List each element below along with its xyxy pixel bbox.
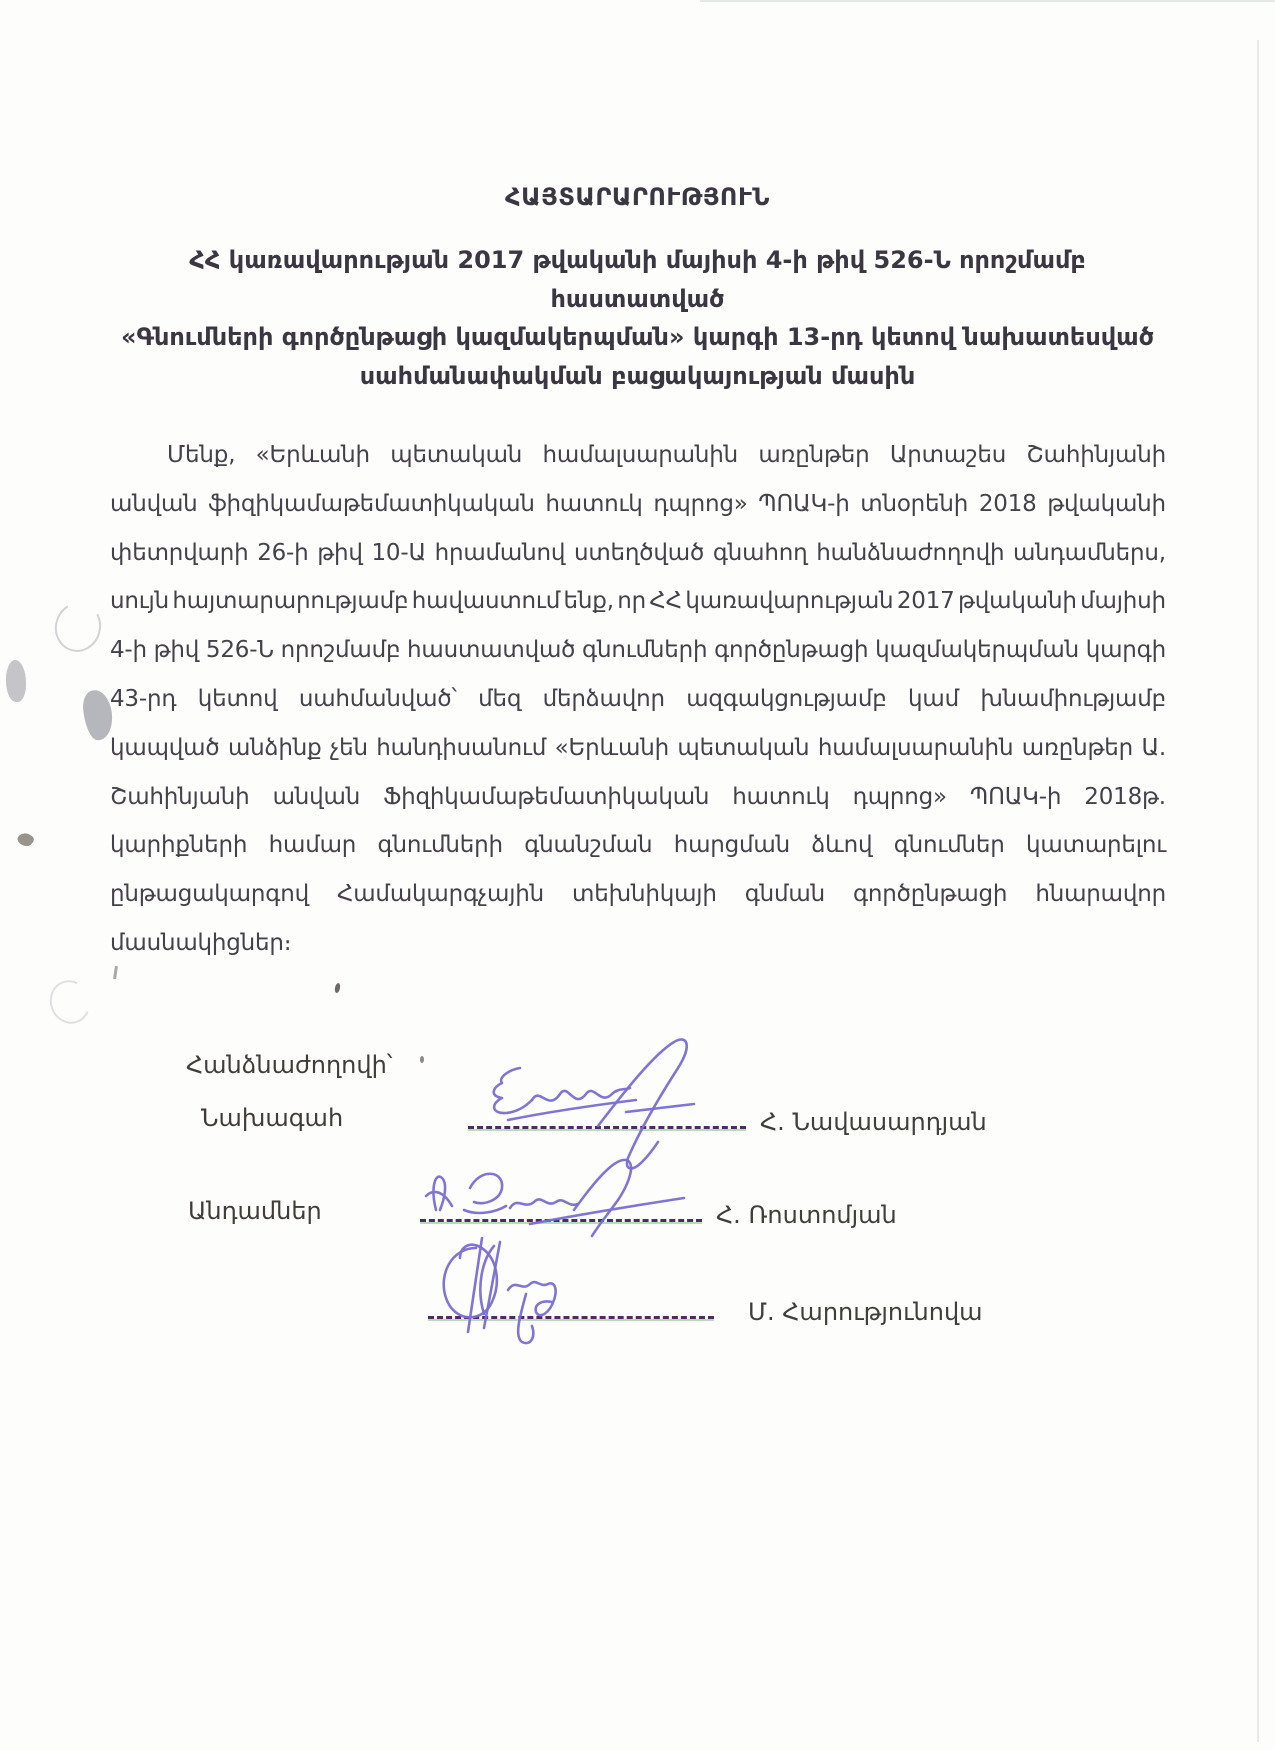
word: Շահինյանի <box>110 783 250 810</box>
word: Ա. <box>1141 734 1166 761</box>
scan-artifact-smudge <box>6 660 26 702</box>
word: կատարելու <box>1026 832 1166 859</box>
word: ձևով <box>811 832 873 859</box>
word: գնահող <box>712 539 808 566</box>
word: հայտարարությամբ <box>172 588 409 615</box>
paragraph-line <box>110 724 1166 773</box>
paragraph-line <box>110 431 1166 480</box>
word: հաստատված <box>407 637 576 664</box>
word: փետրվարի <box>110 539 249 566</box>
word: գնման <box>744 881 825 908</box>
word: գնումների <box>582 637 708 664</box>
word: կարիքների <box>110 832 248 859</box>
signature-section-heading: Հանձնաժողովի՝ <box>186 1051 393 1079</box>
word: համար <box>268 832 357 859</box>
word: կարգի <box>1085 637 1166 664</box>
scan-artifact-ring <box>49 597 106 657</box>
word: 2018թ. <box>1084 783 1166 810</box>
word: գնանշման <box>524 832 653 859</box>
scan-edge-shadow <box>700 0 1275 2</box>
paragraph-line <box>110 577 1166 626</box>
word: համալսարանին <box>542 442 739 468</box>
word: առընթեր <box>1021 734 1133 761</box>
word: հատուկ <box>732 783 830 810</box>
word: գործընթացի <box>853 881 1008 908</box>
word: ազգակցությամբ <box>686 685 887 712</box>
word: հանդիսանում <box>376 734 547 761</box>
word: հրամանով <box>434 539 566 566</box>
handwritten-signature-3 <box>424 1232 579 1352</box>
word: մեզ <box>478 685 522 712</box>
word: որոշմամբ <box>280 637 401 664</box>
word: 43-րդ <box>110 685 177 712</box>
word: սահմանված՝ <box>298 685 457 712</box>
subtitle-line: սահմանափակման բացակայության մասին <box>359 361 916 390</box>
word: ստեղծված <box>573 539 705 566</box>
word: կետով <box>197 685 278 712</box>
word: գնումների <box>377 832 503 859</box>
scan-artifact-speck <box>420 1056 424 1063</box>
word: «Երևանի <box>255 442 370 468</box>
word: կապված <box>110 734 220 761</box>
word: ենք, <box>563 588 614 615</box>
scan-edge-shadow <box>1257 40 1259 1742</box>
document-title: ՀԱՅՏԱՐԱՐՈՒԹՅՈՒՆ <box>505 183 770 211</box>
scan-artifact-mark <box>16 830 36 849</box>
word: ֆիզիկամաթեմատիկական <box>208 490 535 517</box>
paragraph-line <box>110 626 1166 675</box>
word: առընթեր <box>758 442 870 468</box>
word: թվականի <box>958 588 1077 615</box>
word: անվան <box>110 490 198 517</box>
word: 26-ի <box>257 539 309 566</box>
scan-artifact-speck <box>334 983 341 994</box>
subtitle-line: «Գնումների գործընթացի կազմակերպման» կարգի 13-րդ կետով նախատեսված <box>120 323 1154 351</box>
body-paragraph <box>110 431 1166 968</box>
word: մերձավոր <box>542 685 665 712</box>
word: Մենք, <box>167 442 236 468</box>
word: անդամներս, <box>1013 539 1166 566</box>
word: հատուկ <box>545 490 643 517</box>
word: թվականի <box>1047 490 1166 517</box>
word: պետական <box>390 442 523 468</box>
word: անվան <box>272 783 361 810</box>
word: ընթացակարգով <box>110 881 309 908</box>
word: կազմակերպման <box>875 637 1079 664</box>
paragraph-line <box>110 529 1166 578</box>
word: գործընթացի <box>714 637 869 664</box>
word: 526-Ն <box>205 637 274 664</box>
signer-role-members: Անդամներ <box>188 1197 322 1225</box>
word: գնումներ <box>893 832 1005 859</box>
scan-artifact-ring <box>44 974 97 1029</box>
subtitle-line: ՀՀ կառավարության 2017 թվականի մայիսի 4-ի թիվ 526-Ն որոշմամբ հաստատված <box>189 246 1086 313</box>
word: մայիսի <box>1080 588 1166 615</box>
document-subtitle <box>105 241 1170 395</box>
word: Շահինյանի <box>1026 442 1166 468</box>
word: հանձնաժողովի <box>816 539 1005 566</box>
word: ՀՀ <box>649 588 682 615</box>
word: ՊՈԱԿ-ի <box>969 783 1062 810</box>
paragraph-line <box>110 870 1166 919</box>
paragraph-line <box>110 675 1166 724</box>
word: Համակարգչային <box>336 881 545 908</box>
paragraph-line <box>110 821 1166 870</box>
word: տեխնիկայի <box>572 881 717 908</box>
word: անձինք <box>227 734 322 761</box>
word: 2017 <box>896 588 955 615</box>
word: կամ <box>908 685 959 712</box>
word: ՊՈԱԿ-ի <box>758 490 850 517</box>
word: խնամիությամբ <box>980 685 1166 712</box>
word: 10-Ա <box>371 539 426 566</box>
paragraph-line <box>110 480 1166 529</box>
word: 2018 <box>978 490 1037 517</box>
word: հարցման <box>673 832 790 859</box>
word: 4-ի <box>110 637 147 664</box>
signer-role-chairman: Նախագահ <box>201 1104 344 1132</box>
signer-name: Հ. Ռոստոմյան <box>716 1201 897 1229</box>
word: տնօրենի <box>860 490 969 517</box>
scan-artifact-speck <box>113 966 118 979</box>
word: դպրոց» <box>852 783 947 810</box>
signer-name: Մ. Հարությունովա <box>748 1298 983 1326</box>
word: թիվ <box>153 637 200 664</box>
word: պետական <box>677 734 810 761</box>
word: սույն <box>110 588 169 615</box>
word: որ <box>617 588 646 615</box>
word: կառավարության <box>685 588 894 615</box>
paragraph-line <box>110 773 1166 822</box>
word: թիվ <box>317 539 363 566</box>
word: Ֆիզիկամաթեմատիկական <box>383 783 710 810</box>
word: չեն <box>329 734 368 761</box>
word: Արտաշես <box>889 442 1007 468</box>
word: հնարավոր <box>1035 881 1166 908</box>
word: «Երևանի <box>554 734 669 761</box>
word: դպրոց» <box>653 490 748 517</box>
word: հավաստում <box>411 588 561 615</box>
signer-name: Հ. Նավասարդյան <box>760 1108 987 1136</box>
paragraph-line: մասնակիցներ։ <box>110 929 292 956</box>
word: համալսարանին <box>817 734 1014 761</box>
